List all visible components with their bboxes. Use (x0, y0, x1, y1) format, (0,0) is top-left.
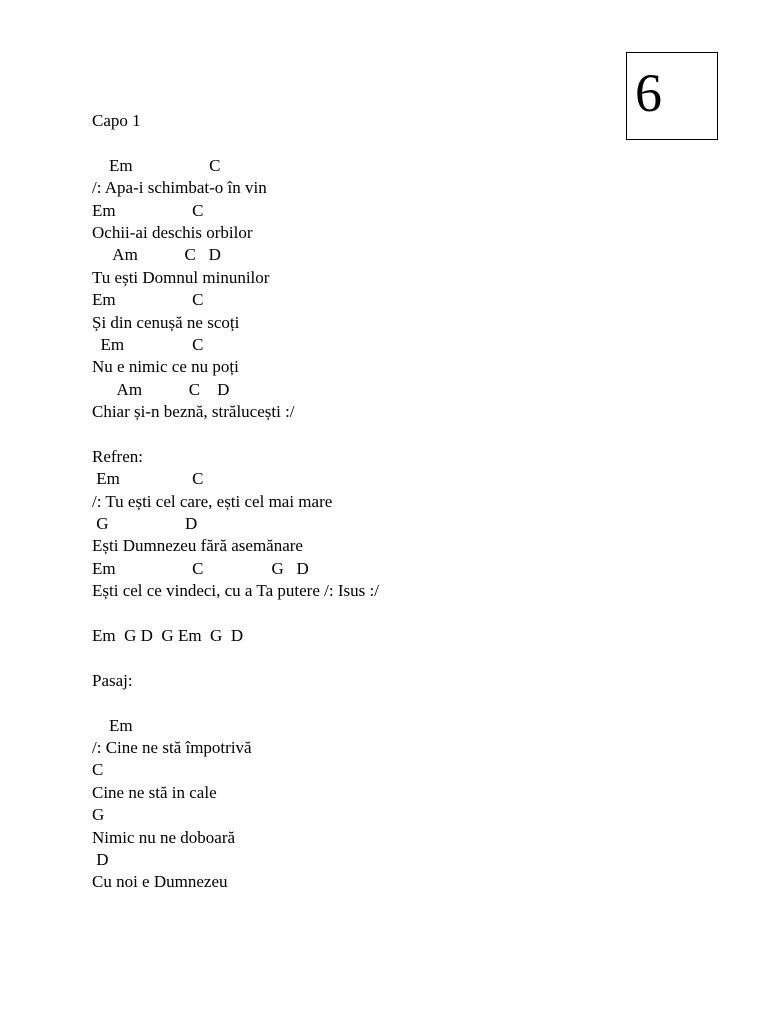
sheet-line: Ești cel ce vindeci, cu a Ta putere /: Isus :/ (92, 581, 379, 601)
blank-line (92, 603, 612, 625)
blank-line (92, 647, 612, 669)
sheet-line: Em C (92, 469, 204, 489)
sheet-line: Și din cenușă ne scoți (92, 312, 240, 332)
sheet-line: Nimic nu ne doboară (92, 827, 236, 847)
sheet-line: Em C (92, 290, 204, 310)
sheet-line: D (92, 849, 109, 869)
sheet-line: G D (92, 514, 198, 534)
blank-line (92, 423, 612, 445)
sheet-line: Refren: (92, 446, 143, 466)
sheet-line: Ochii-ai deschis orbilor (92, 222, 253, 242)
sheet-line: /: Cine ne stă împotrivă (92, 737, 252, 757)
sheet-line: Tu ești Domnul minunilor (92, 267, 270, 287)
sheet-line: Em C (92, 334, 204, 354)
sheet-line: Ești Dumnezeu fără asemănare (92, 536, 303, 556)
page-number-box (626, 52, 718, 140)
chord-sheet (92, 110, 612, 894)
sheet-line: Am C D (92, 245, 221, 265)
sheet-line: Chiar și-n beznă, strălucești :/ (92, 402, 295, 422)
sheet-line: Em C (92, 200, 204, 220)
sheet-line: /: Apa-i schimbat-o în vin (92, 178, 267, 198)
sheet-line: Em C (92, 155, 221, 175)
sheet-line: Pasaj: (92, 670, 133, 690)
sheet-line: C (92, 760, 104, 780)
sheet-line: G (92, 805, 105, 825)
sheet-line: Am C D (92, 379, 230, 399)
sheet-line: Em C G D (92, 558, 309, 578)
blank-line (92, 692, 612, 714)
sheet-line: /: Tu ești cel care, ești cel mai mare (92, 491, 333, 511)
sheet-line: Cu noi e Dumnezeu (92, 872, 228, 892)
sheet-line: Em (92, 715, 133, 735)
sheet-line: Nu e nimic ce nu poți (92, 357, 239, 377)
sheet-line: Cine ne stă in cale (92, 782, 217, 802)
page-number: 6 (635, 63, 662, 123)
sheet-line: Em G D G Em G D (92, 625, 244, 645)
sheet-line: Capo 1 (92, 111, 141, 130)
blank-line (92, 132, 612, 154)
